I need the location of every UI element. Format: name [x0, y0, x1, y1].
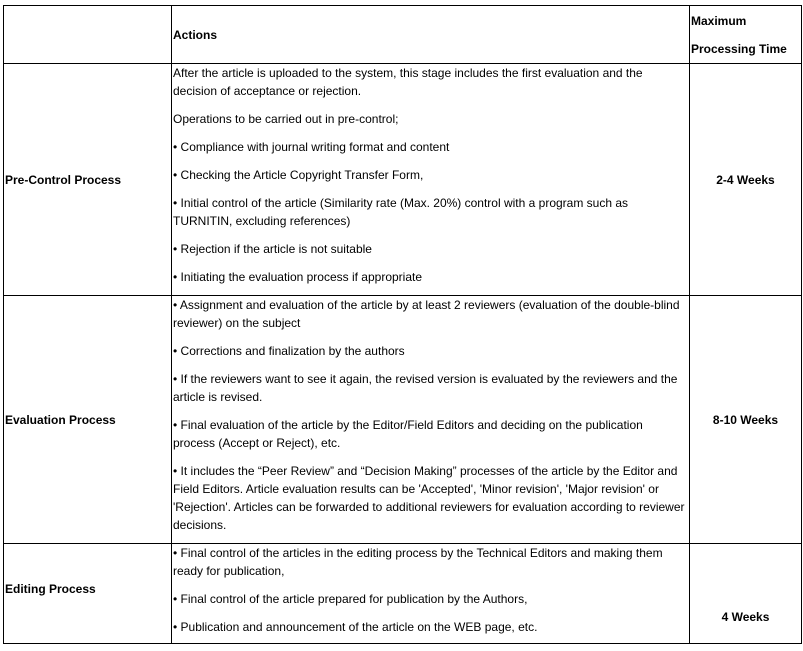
action-item: • Publication and announcement of the article on the WEB page, etc.: [173, 620, 538, 634]
time-cell: 4 Weeks: [690, 544, 802, 644]
table-row-pre-control: [4, 64, 802, 296]
actions-cell: [172, 544, 690, 644]
header-stage-cell: [4, 6, 172, 64]
process-table: [3, 5, 802, 644]
time-cell: 8-10 Weeks: [690, 296, 802, 544]
header-actions-cell: Actions: [172, 6, 690, 64]
action-item: • Compliance with journal writing format and content: [173, 140, 450, 154]
action-item: • Corrections and finalization by the authors: [173, 344, 405, 358]
table-row-evaluation: [4, 296, 802, 544]
action-item: • Final evaluation of the article by the Editor/Field Editors and deciding on the publication process (Accept or Reject), etc.: [173, 418, 643, 450]
stage-cell: Evaluation Process: [4, 296, 172, 544]
stage-cell: Editing Process: [4, 544, 172, 644]
header-time-line2: Processing Time: [691, 42, 787, 56]
action-item: • Assignment and evaluation of the article by at least 2 reviewers (evaluation of the double-blind reviewer) on the subject: [173, 298, 680, 330]
table-row-editing: [4, 544, 802, 644]
header-row: [4, 6, 802, 64]
action-item: • Initial control of the article (Similarity rate (Max. 20%) control with a program such as TURNITIN, excluding references): [173, 196, 629, 228]
actions-cell: [172, 296, 690, 544]
actions-cell: [172, 64, 690, 296]
header-time-cell: [690, 6, 802, 64]
action-item: • Checking the Article Copyright Transfer Form,: [173, 168, 424, 182]
action-item: • Initiating the evaluation process if appropriate: [173, 270, 423, 284]
action-item: • It includes the “Peer Review” and “Decision Making” processes of the article by the Editor and Field Editors. Article evaluation results can be 'Accepted', 'Minor revision', 'Major revision' or 'Rejection'. Articles can be forwarded to additional reviewers for evaluation according to reviewer decisions.: [173, 464, 685, 532]
action-item: After the article is uploaded to the system, this stage includes the first evaluation and the decision of acceptance or rejection.: [173, 66, 643, 98]
stage-cell: Pre-Control Process: [4, 64, 172, 296]
action-item: • Final control of the article prepared for publication by the Authors,: [173, 592, 528, 606]
action-item: Operations to be carried out in pre-control;: [173, 112, 399, 126]
action-item: • Final control of the articles in the editing process by the Technical Editors and making them ready for publication,: [173, 546, 663, 578]
action-item: • If the reviewers want to see it again, the revised version is evaluated by the reviewers and the article is revised.: [173, 372, 678, 404]
action-item: • Rejection if the article is not suitable: [173, 242, 372, 256]
time-cell: 2-4 Weeks: [690, 64, 802, 296]
header-time-line1: Maximum: [691, 14, 747, 28]
